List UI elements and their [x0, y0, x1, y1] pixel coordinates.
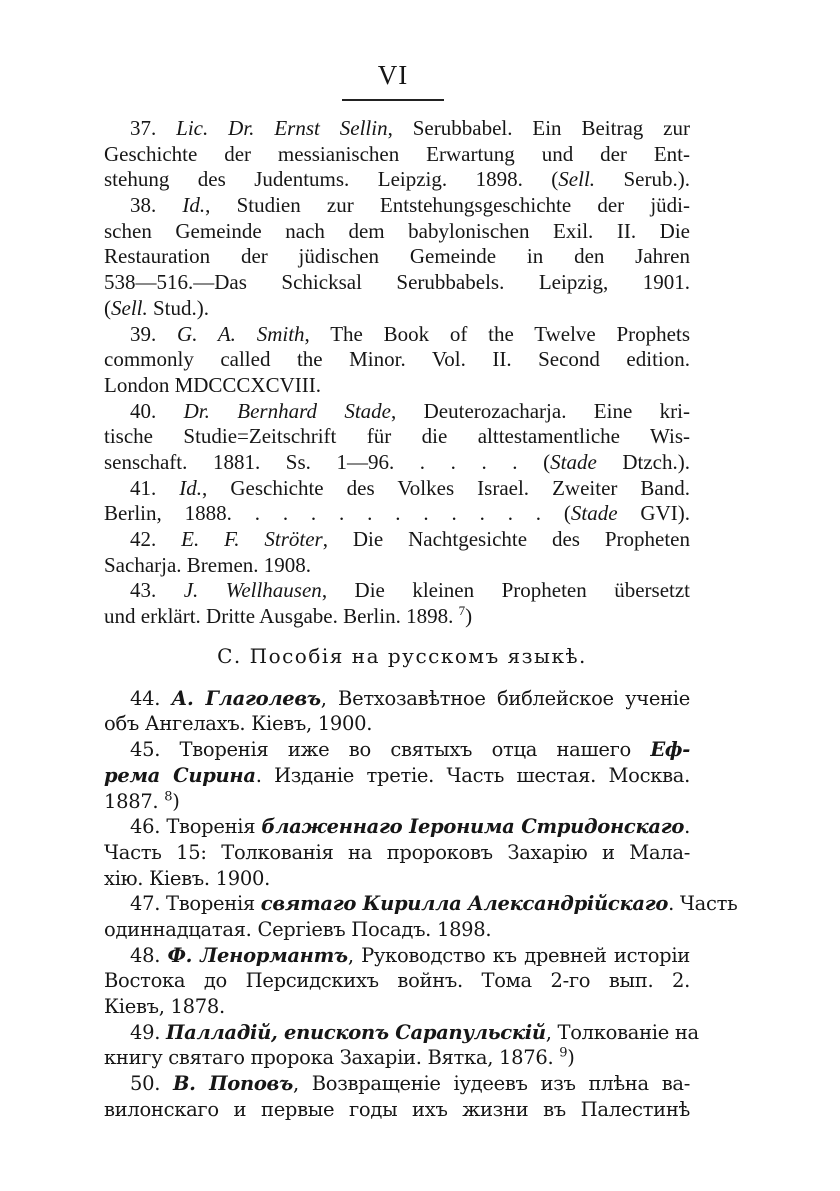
bibliography-column: [104, 116, 738, 1122]
entry-text: und erklärt. Dritte Ausgabe. Berlin. 1898.: [104, 604, 454, 629]
entry-42-line-2: Sacharja. Bremen. 1908.: [104, 552, 312, 577]
entry-40-line-3: [104, 450, 690, 476]
footnote-marker: 9: [559, 1045, 568, 1061]
entry-text: Berlin, 1888. . . . . . . . . . . . (: [104, 501, 571, 526]
entry-text: ): [172, 789, 180, 813]
entry-number: 38.: [130, 193, 183, 218]
entry-text: , Возвращеніе іудеевъ изъ плѣна ва-: [292, 1072, 690, 1096]
entry-number: 39.: [130, 321, 178, 346]
footnote-marker: 7: [458, 603, 466, 619]
entry-47-line-2: одиннадцатая. Сергіевъ Посадъ. 1898.: [104, 917, 492, 941]
abbreviation: Stade: [550, 449, 597, 474]
footnote-marker: 8: [164, 789, 173, 804]
entry-text: stehung des Judentums. Leipzig. 1898. (: [104, 167, 559, 192]
author-name: Ф. Ленормантъ: [167, 943, 348, 967]
entry-text: 47. Творенія: [130, 892, 261, 916]
entry-40-line-2: tische Studie=Zeitschrift für die alttestamentliche Wis-: [104, 424, 690, 449]
entry-text: senschaft. 1881. Ss. 1—96. . . . . (: [104, 449, 551, 474]
entry-text: ): [465, 604, 473, 629]
author-name: святаго Кирилла Александрійскаго: [260, 892, 669, 916]
entry-37-line-2: Geschichte der messianischen Erwartung und der Ent-: [104, 141, 690, 166]
entry-38-line-3: Restauration der jüdischen Gemeinde in den Jahren: [104, 244, 690, 269]
entry-text: 1887.: [104, 789, 159, 813]
entry-46-line-2: Часть 15: Толкованія на пророковъ Захарію и Мала-: [104, 840, 690, 864]
entry-text: ): [567, 1046, 575, 1070]
entry-46-line-3: хію. Кіевъ. 1900.: [104, 866, 270, 890]
author-name: В. Поповъ: [173, 1072, 293, 1096]
author-name: блаженнаго Іеронима Стридонскаго: [261, 815, 685, 839]
author-name: Id.: [182, 193, 206, 218]
entry-text: Serub.).: [595, 167, 690, 192]
entry-text: 45. Творенія иже во святыхъ отца нашего: [130, 738, 651, 762]
entry-number: 43.: [130, 578, 184, 603]
entry-number: 44.: [130, 686, 172, 710]
abbreviation: Stade: [570, 501, 618, 526]
entry-number: 48.: [130, 943, 168, 967]
entry-46-line-1: [104, 814, 690, 840]
entry-number: 49.: [130, 1020, 167, 1044]
entry-text: , Ветхозавѣтное библейское ученіе: [320, 686, 690, 710]
entry-48-line-2: Востока до Персидскихъ войнъ. Тома 2-го вып. 2.: [104, 969, 690, 993]
entry-50-line-2: вилонскаго и первые годы ихъ жизни въ Палестинѣ: [104, 1097, 690, 1121]
page-number-rule: [342, 99, 444, 101]
entry-37-line-3: [104, 167, 690, 193]
author-name: А. Глаголевъ: [171, 686, 321, 710]
entry-number: 42.: [130, 527, 182, 551]
entry-43-line-2: [104, 604, 690, 630]
entry-text: , The Book of the Twelve Prophets: [304, 321, 691, 346]
entry-text: , Studien zur Entstehungsgeschichte der jüdi-: [205, 193, 691, 218]
entry-49-line-2: [104, 1045, 690, 1071]
entry-38-line-5: [104, 296, 690, 322]
author-name: J. Wellhausen: [183, 578, 322, 603]
entry-45-line-2: [104, 763, 690, 789]
entry-text: 46. Творенія: [130, 815, 262, 839]
author-name: Id.: [179, 475, 203, 500]
entry-text: , Die Nachtgesichte des Propheten: [322, 527, 690, 551]
abbreviation: Sell.: [111, 295, 148, 320]
entry-39-line-1: [104, 322, 690, 348]
entry-39-line-2: commonly called the Minor. Vol. II. Second edition.: [104, 347, 690, 372]
entry-44-line-2: объ Ангелахъ. Кіевъ, 1900.: [104, 712, 373, 736]
abbreviation: Sell.: [558, 167, 596, 192]
entry-text: книгу святаго пророка Захаріи. Вятка, 1876.: [104, 1046, 554, 1070]
author-name: Lic. Dr. Ernst Sellin: [176, 116, 388, 140]
entry-49-line-1: [104, 1020, 699, 1046]
entry-text: , Die kleinen Propheten übersetzt: [321, 578, 691, 603]
author-name: рема Сирина: [104, 763, 256, 787]
author-name: G. A. Smith: [177, 321, 305, 346]
entry-text: , Geschichte des Volkes Israel. Zweiter Band.: [202, 475, 691, 500]
entry-text: , Deuterozacharja. Eine kri-: [391, 398, 690, 423]
entry-text: .: [684, 815, 690, 839]
entry-40-line-1: [104, 399, 690, 425]
entry-37-line-1: [104, 116, 690, 142]
author-name: Еф-: [650, 738, 690, 762]
entry-number: 40.: [130, 398, 184, 423]
entry-text: GVI).: [617, 501, 690, 526]
entry-number: 37.: [130, 116, 177, 140]
entry-47-line-1: [104, 891, 738, 917]
entry-text: Dtzch.).: [596, 449, 690, 474]
entry-text: Stud.).: [147, 295, 210, 320]
entry-text: . Изданіе третіе. Часть шестая. Москва.: [255, 763, 690, 787]
entry-48-line-1: [104, 943, 690, 969]
entry-41-line-2: [104, 501, 690, 527]
author-name: E. F. Ströter: [181, 527, 323, 551]
entry-number: 41.: [130, 475, 180, 500]
entry-text: . Часть: [668, 892, 738, 916]
entry-text: , Толкованіе на: [545, 1020, 699, 1044]
entry-45-line-3: [104, 789, 690, 815]
entry-text: , Serubbabel. Ein Beitrag zur: [387, 116, 690, 140]
section-spacer: [104, 676, 690, 686]
entry-38-line-2: schen Gemeinde nach dem babylonischen Exil. II. Die: [104, 218, 690, 243]
author-name: Dr. Bernhard Stade: [183, 398, 391, 423]
entry-44-line-1: [104, 686, 690, 712]
entry-text: , Руководство къ древней исторіи: [347, 943, 690, 967]
entry-45-line-1: [104, 737, 690, 763]
entry-39-line-3: London MDCCCXCVIII.: [104, 372, 322, 397]
page-number: VI: [377, 60, 409, 90]
entry-41-line-1: [104, 476, 690, 502]
entry-48-line-3: Кіевъ, 1878.: [104, 995, 225, 1018]
entry-43-line-1: [104, 578, 690, 604]
author-name: Палладій, епископъ Сарапульскій: [166, 1020, 546, 1044]
entry-50-line-1: [104, 1071, 690, 1097]
entry-38-line-1: [104, 193, 690, 219]
entry-text: (: [104, 295, 111, 320]
entry-42-line-1: [104, 527, 690, 553]
entry-number: 50.: [130, 1072, 173, 1096]
section-heading: С. Пособія на русскомъ языкѣ.: [217, 643, 587, 668]
entry-38-line-4: 538—516.—Das Schicksal Serubbabels. Leipzig, 1901.: [104, 270, 690, 295]
